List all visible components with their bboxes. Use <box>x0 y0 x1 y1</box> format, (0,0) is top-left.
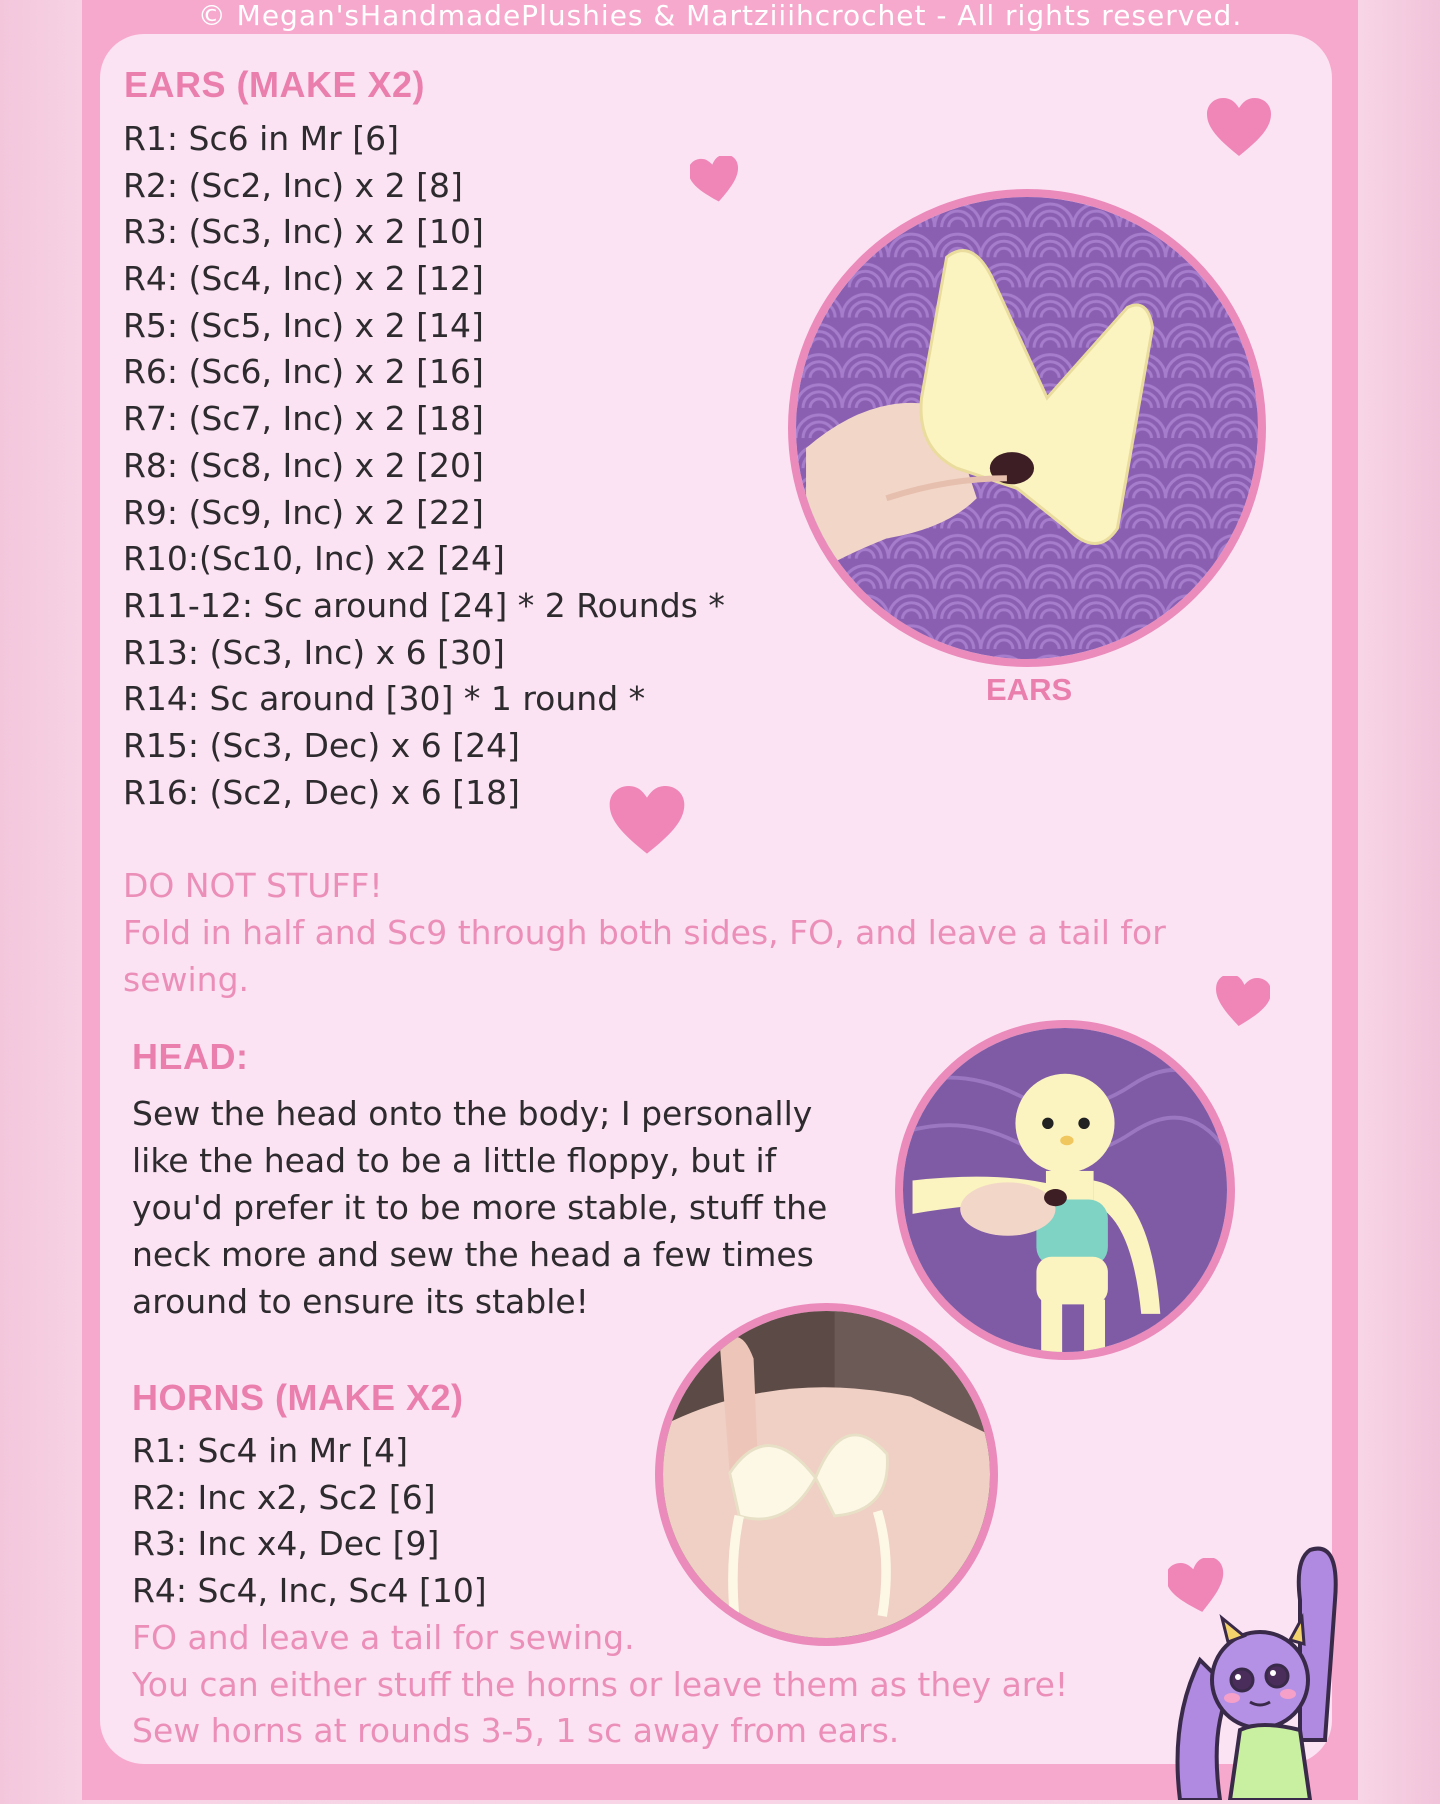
ears-photo-image <box>796 197 1258 659</box>
ears-fold-note: Fold in half and Sc9 through both sides, FO, and leave a tail for sewing. <box>123 913 1166 999</box>
horns-rounds-list <box>132 1428 487 1615</box>
horns-round: R4: Sc4, Inc, Sc4 [10] <box>132 1571 487 1611</box>
ears-round: R16: (Sc2, Dec) x 6 [18] <box>123 772 520 812</box>
horns-note: You can either stuff the horns or leave them as they are! <box>132 1665 1069 1704</box>
heart-icon <box>690 156 740 204</box>
ears-round: R15: (Sc3, Dec) x 6 [24] <box>123 725 520 765</box>
ears-round: R1: Sc6 in Mr [6] <box>123 119 399 158</box>
heart-icon <box>1206 98 1272 158</box>
ears-round: R6: (Sc6, Inc) x 2 [16] <box>123 352 484 392</box>
horns-photo-image <box>663 1311 990 1638</box>
ears-photo <box>788 189 1266 667</box>
ears-round: R7: (Sc7, Inc) x 2 [18] <box>123 399 484 439</box>
horns-heading: HORNS (MAKE X2) <box>132 1377 464 1418</box>
ears-round: R11-12: Sc around [24] * 2 Rounds * <box>123 585 725 625</box>
ears-round: R5: (Sc5, Inc) x 2 [14] <box>123 305 484 345</box>
copyright-notice: © Megan'sHandmadePlushies & Martziiihcrochet - All rights reserved. <box>197 0 1243 32</box>
heart-icon <box>608 786 686 856</box>
ears-round: R3: (Sc3, Inc) x 2 [10] <box>123 212 484 252</box>
horns-note: FO and leave a tail for sewing. <box>132 1618 635 1657</box>
head-photo-image <box>903 1028 1227 1352</box>
ears-round: R9: (Sc9, Inc) x 2 [22] <box>123 492 484 532</box>
ears-round: R2: (Sc2, Inc) x 2 [8] <box>123 165 463 205</box>
ears-round: R10:(Sc10, Inc) x2 [24] <box>123 539 505 579</box>
horns-round: R1: Sc4 in Mr [4] <box>132 1431 408 1470</box>
ears-round: R14: Sc around [30] * 1 round * <box>123 679 646 719</box>
head-photo <box>895 1020 1235 1360</box>
head-instructions: Sew the head onto the body; I personally like the head to be a little floppy, but if you'd prefer it to be more stable, stuff the neck more and sew the head a few times around to ensure its stable! <box>132 1094 828 1321</box>
heart-icon <box>1214 976 1270 1028</box>
ears-photo-caption: EARS <box>986 672 1073 707</box>
horns-note: Sew horns at rounds 3-5, 1 sc away from ears. <box>132 1711 900 1750</box>
horns-photo <box>655 1303 998 1646</box>
ears-warning-note: DO NOT STUFF! <box>123 866 383 905</box>
mascot-illustration <box>1160 1540 1360 1800</box>
ears-round: R4: (Sc4, Inc) x 2 [12] <box>123 259 484 299</box>
horns-round: R3: Inc x4, Dec [9] <box>132 1524 440 1564</box>
head-heading: HEAD: <box>132 1036 249 1077</box>
ears-rounds-list <box>123 116 725 816</box>
ears-heading: EARS (MAKE X2) <box>124 64 426 105</box>
ears-round: R8: (Sc8, Inc) x 2 [20] <box>123 445 484 485</box>
ears-round: R13: (Sc3, Inc) x 6 [30] <box>123 632 505 672</box>
horns-round: R2: Inc x2, Sc2 [6] <box>132 1477 436 1517</box>
